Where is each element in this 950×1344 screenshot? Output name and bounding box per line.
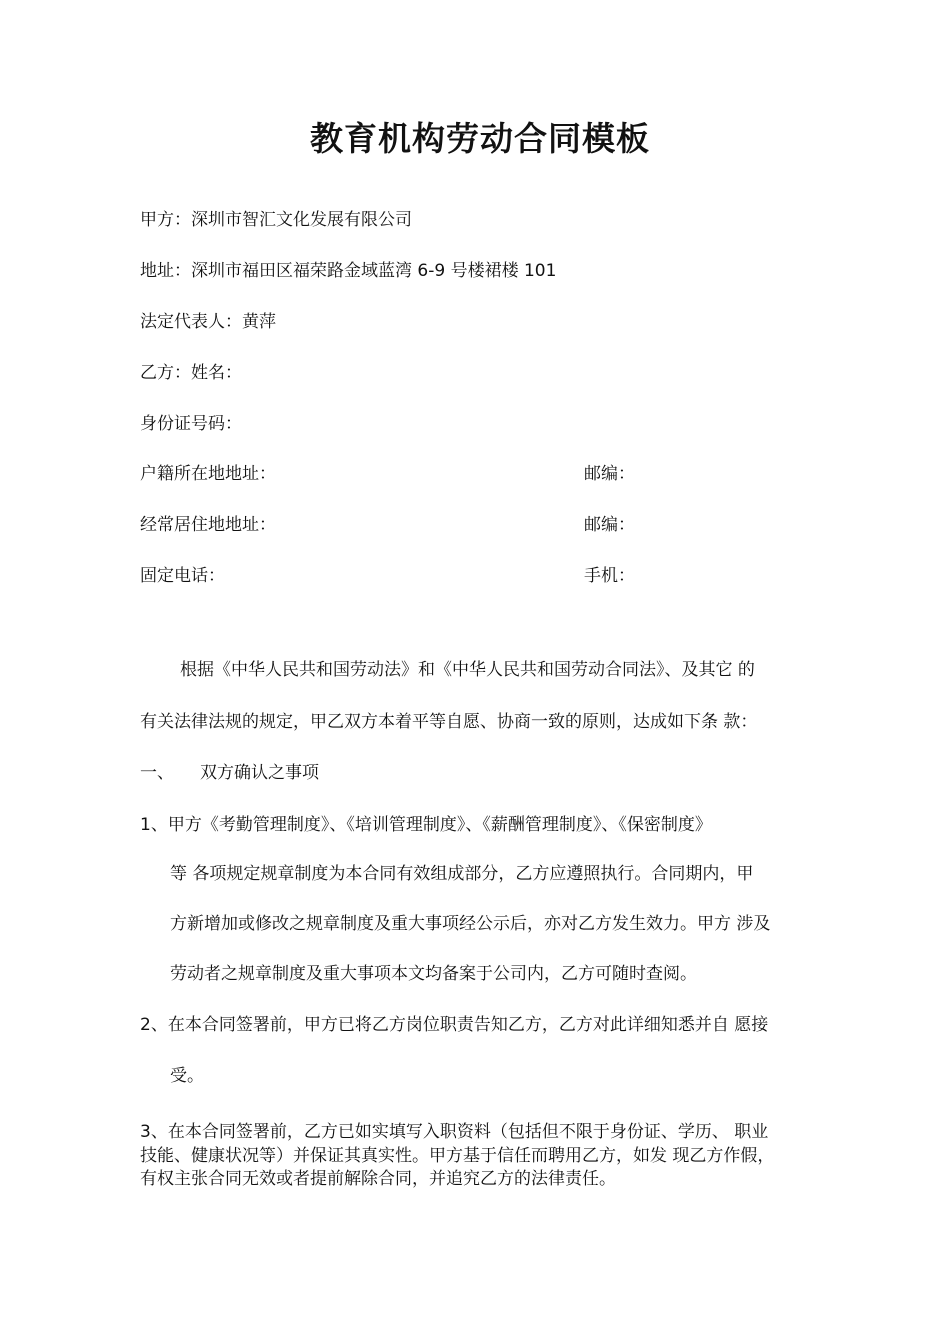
party-b-residence-address: 经常居住地地址： [140, 515, 276, 535]
clause-1-line-3: 方新增加或修改之规章制度及重大事项经公示后，亦对乙方发生效力。甲方 涉及 [170, 914, 771, 934]
party-b-id-number: 身份证号码： [140, 414, 242, 434]
clause-1-line-1: 1、甲方《考勤管理制度》、《培训管理制度》、《薪酬管理制度》、《保密制度》 [140, 815, 712, 835]
clause-1-line-4: 劳动者之规章制度及重大事项本文均备案于公司内，乙方可随时查阅。 [170, 964, 697, 984]
party-a-address: 地址：深圳市福田区福荣路金域蓝湾 6-9 号楼裙楼 101 [140, 261, 557, 281]
party-b-landline: 固定电话： [140, 566, 225, 586]
party-a-name: 甲方：深圳市智汇文化发展有限公司 [140, 210, 412, 230]
clause-3-line-3: 有权主张合同无效或者提前解除合同，并追究乙方的法律责任。 [140, 1169, 616, 1189]
preamble-line-1: 根据《中华人民共和国劳动法》和《中华人民共和国劳动合同法》、及其它 的 [180, 660, 755, 680]
clause-1-line-2: 等 各项规定规章制度为本合同有效组成部分，乙方应遵照执行。合同期内，甲 [170, 864, 754, 884]
section-1-number: 一、 [140, 763, 174, 783]
document-title: 教育机构劳动合同模板 [310, 119, 650, 158]
section-1-title: 双方确认之事项 [200, 763, 319, 783]
party-b-mobile: 手机： [584, 566, 635, 586]
party-b-name: 乙方：姓名： [140, 363, 242, 383]
party-a-legal-rep: 法定代表人：黄萍 [140, 312, 276, 332]
party-b-residence-zip: 邮编： [584, 515, 635, 535]
party-b-hukou-zip: 邮编： [584, 464, 635, 484]
clause-2-line-2: 受。 [170, 1066, 204, 1086]
clause-2-line-1: 2、在本合同签署前，甲方已将乙方岗位职责告知乙方，乙方对此详细知悉并自 愿接 [140, 1015, 769, 1035]
clause-3-line-1: 3、在本合同签署前，乙方已如实填写入职资料（包括但不限于身份证、学历、 职业 [140, 1122, 769, 1142]
preamble-line-2: 有关法律法规的规定，甲乙双方本着平等自愿、协商一致的原则，达成如下条 款： [140, 712, 758, 732]
clause-3-line-2: 技能、健康状况等）并保证其真实性。甲方基于信任而聘用乙方，如发 现乙方作假， [140, 1146, 775, 1166]
party-b-hukou-address: 户籍所在地地址： [140, 464, 276, 484]
